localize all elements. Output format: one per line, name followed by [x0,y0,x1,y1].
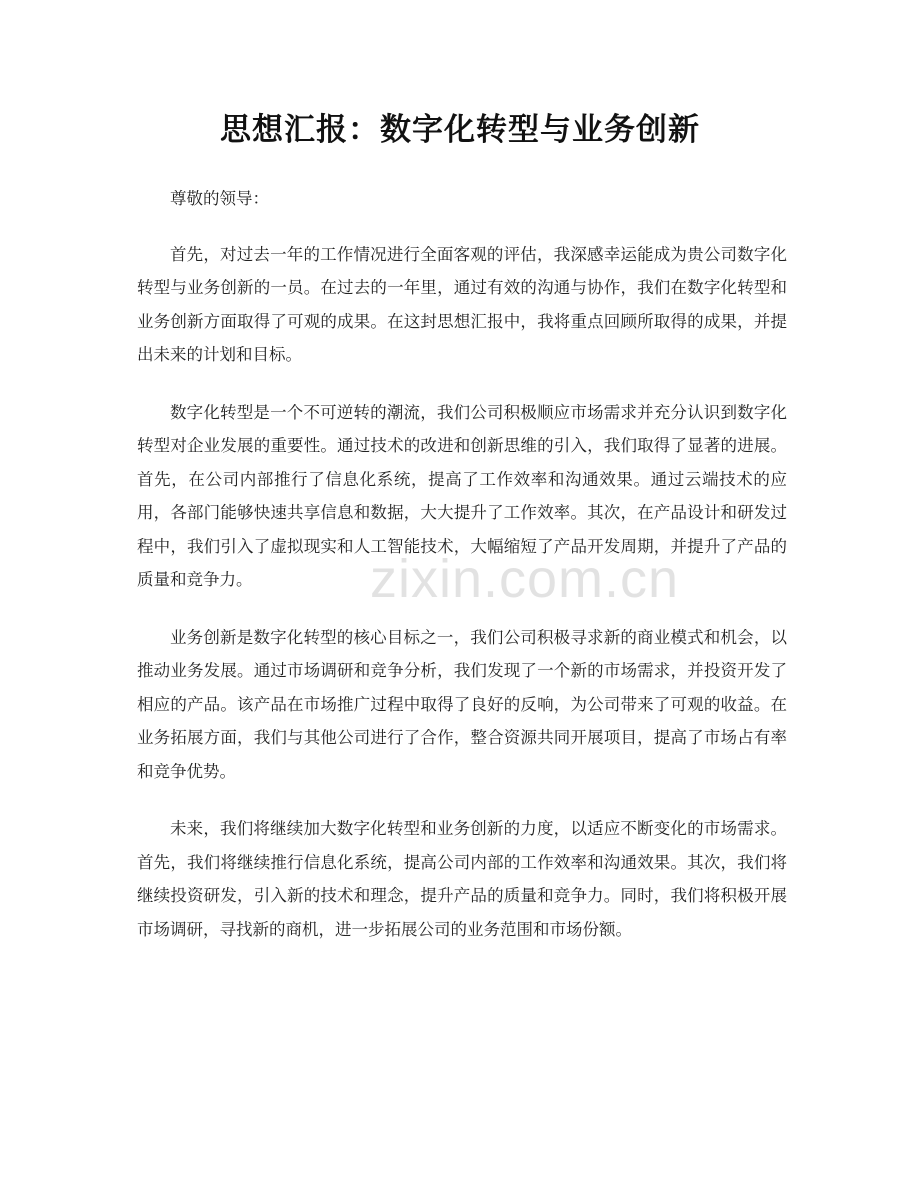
watermark: zixin.com.cn [370,549,680,609]
salutation: 尊敬的领导： [170,189,269,208]
paragraph-4: 未来，我们将继续加大数字化转型和业务创新的力度，以适应不断变化的市场需求。首先，我们将继续推行信息化系统，提高公司内部的工作效率和沟通效果。其次，我们将继续投资研发，引入新的技术和理念，提升产品的质量和竞争力。同时，我们将积极开展市场调研，寻找新的商机，进一步拓展公司的业务范围和市场份额。 [137,819,787,939]
paragraph-1: 首先，对过去一年的工作情况进行全面客观的评估，我深感幸运能成为贵公司数字化转型与业务创新的一员。在过去的一年里，通过有效的沟通与协作，我们在数字化转型和业务创新方面取得了可观的成果。在这封思想汇报中，我将重点回顾所取得的成果，并提出未来的计划和目标。 [137,244,787,364]
paragraph-3: 业务创新是数字化转型的核心目标之一，我们公司积极寻求新的商业模式和机会，以推动业务发展。通过市场调研和竞争分析，我们发现了一个新的市场需求，并投资开发了相应的产品。该产品在市场推广过程中取得了良好的反响，为公司带来了可观的收益。在业务拓展方面，我们与其他公司进行了合作，整合资源共同开展项目，提高了市场占有率和竞争优势。 [137,627,787,781]
document-body [137,182,787,970]
paragraph-2: 数字化转型是一个不可逆转的潮流，我们公司积极顺应市场需求并充分认识到数字化转型对企业发展的重要性。通过技术的改进和创新思维的引入，我们取得了显著的进展。首先，在公司内部推行了信息化系统，提高了工作效率和沟通效果。通过云端技术的应用，各部门能够快速共享信息和数据，大大提升了工作效率。其次，在产品设计和研发过程中，我们引入了虚拟现实和人工智能技术，大幅缩短了产品开发周期，并提升了产品的质量和竞争力。 [137,402,787,589]
document-title: 思想汇报：数字化转型与业务创新 [220,112,700,148]
